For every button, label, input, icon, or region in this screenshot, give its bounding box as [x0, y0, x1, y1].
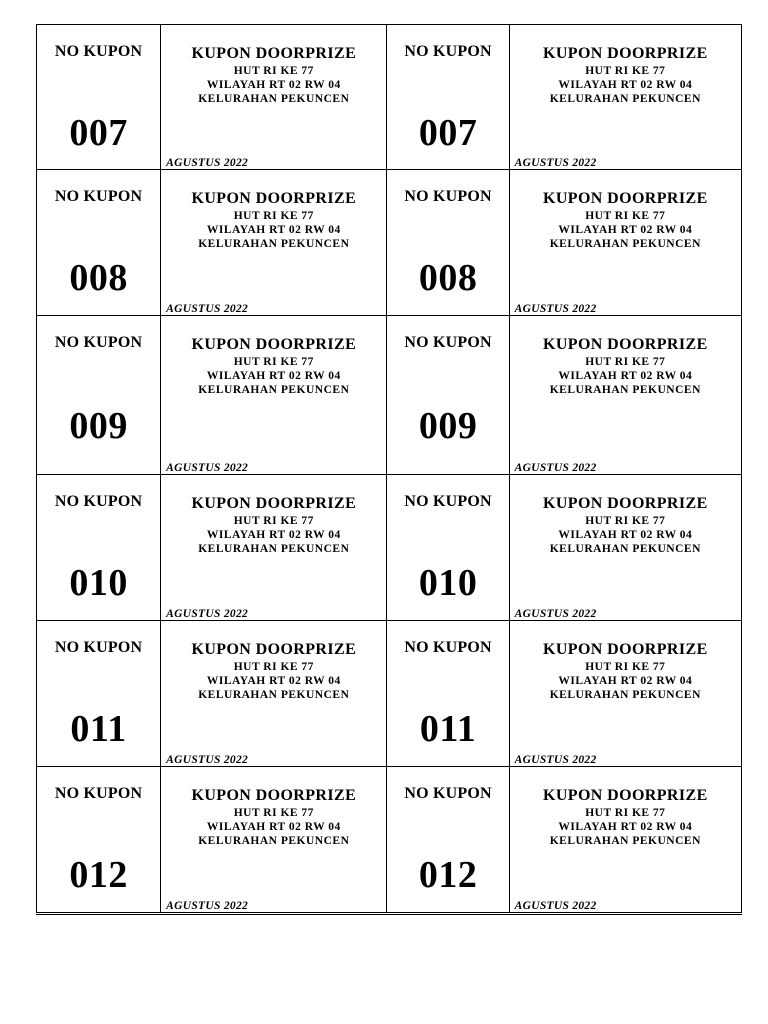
coupon-body: [509, 621, 741, 767]
coupon-no-label: NO KUPON: [404, 43, 492, 60]
coupon-no-label: NO KUPON: [54, 43, 143, 60]
coupon-stub: [37, 170, 161, 316]
coupon-area-line: WILAYAH RT 02 RW 04: [206, 529, 341, 541]
coupon-title: KUPON DOORPRIZE: [542, 641, 708, 658]
coupon-no-label: NO KUPON: [404, 493, 492, 510]
coupon-district-line: KELURAHAN PEKUNCEN: [198, 93, 350, 105]
coupon-stub: [387, 25, 509, 170]
coupon-area-line: WILAYAH RT 02 RW 04: [206, 370, 341, 382]
coupon-row: [37, 767, 742, 914]
coupon-no-label: NO KUPON: [404, 334, 492, 351]
coupon-district-line: KELURAHAN PEKUNCEN: [198, 384, 350, 396]
coupon-body: [509, 170, 741, 316]
coupon-date: AGUSTUS 2022: [514, 608, 597, 620]
coupon-number: 008: [418, 257, 478, 299]
coupon-date: AGUSTUS 2022: [166, 608, 249, 620]
coupon-area-line: WILAYAH RT 02 RW 04: [558, 370, 693, 382]
coupon-stub: [387, 767, 509, 914]
coupon-event-line: HUT RI KE 77: [233, 807, 314, 819]
coupon-area-line: WILAYAH RT 02 RW 04: [206, 224, 341, 236]
coupon-body: [161, 621, 387, 767]
coupon-area-line: WILAYAH RT 02 RW 04: [558, 224, 693, 236]
coupon-title: KUPON DOORPRIZE: [542, 495, 708, 512]
coupon-row: [37, 621, 742, 767]
coupon-body: [161, 475, 387, 621]
coupon-date: AGUSTUS 2022: [514, 157, 597, 169]
coupon-body: [161, 316, 387, 475]
coupon-event-line: HUT RI KE 77: [233, 210, 314, 222]
coupon-date: AGUSTUS 2022: [166, 157, 249, 169]
coupon-event-line: HUT RI KE 77: [585, 356, 666, 368]
coupon-district-line: KELURAHAN PEKUNCEN: [549, 689, 701, 701]
coupon-no-label: NO KUPON: [54, 188, 143, 205]
coupon-no-label: NO KUPON: [54, 639, 143, 656]
coupon-row: [37, 25, 742, 170]
coupon-event-line: HUT RI KE 77: [585, 515, 666, 527]
coupon-no-label: NO KUPON: [54, 493, 143, 510]
coupon-body: [509, 475, 741, 621]
coupon-title: KUPON DOORPRIZE: [542, 336, 708, 353]
coupon-date: AGUSTUS 2022: [166, 303, 249, 315]
coupon-area-line: WILAYAH RT 02 RW 04: [558, 79, 693, 91]
coupon-body: [509, 316, 741, 475]
coupon-title: KUPON DOORPRIZE: [191, 336, 357, 353]
coupon-stub: [387, 170, 509, 316]
coupon-title: KUPON DOORPRIZE: [542, 45, 708, 62]
coupon-district-line: KELURAHAN PEKUNCEN: [198, 238, 350, 250]
coupon-event-line: HUT RI KE 77: [585, 210, 666, 222]
coupon-event-line: HUT RI KE 77: [233, 515, 314, 527]
coupon-area-line: WILAYAH RT 02 RW 04: [558, 529, 693, 541]
coupon-district-line: KELURAHAN PEKUNCEN: [549, 93, 701, 105]
coupon-number: 009: [418, 405, 478, 447]
coupon-stub: [37, 475, 161, 621]
coupon-stub: [37, 316, 161, 475]
coupon-date: AGUSTUS 2022: [514, 754, 597, 766]
coupon-stub: [387, 621, 509, 767]
coupon-number: 012: [69, 854, 128, 896]
coupon-no-label: NO KUPON: [404, 639, 492, 656]
coupon-title: KUPON DOORPRIZE: [191, 495, 357, 512]
coupon-body: [161, 170, 387, 316]
coupon-title: KUPON DOORPRIZE: [191, 787, 357, 804]
coupon-stub: [387, 475, 509, 621]
coupon-event-line: HUT RI KE 77: [585, 661, 666, 673]
coupon-title: KUPON DOORPRIZE: [191, 641, 357, 658]
coupon-number: 008: [69, 257, 128, 299]
coupon-district-line: KELURAHAN PEKUNCEN: [549, 835, 701, 847]
coupon-number: 011: [70, 708, 127, 750]
coupon-row: [37, 316, 742, 475]
coupon-stub: [37, 621, 161, 767]
coupon-row: [37, 475, 742, 621]
coupon-area-line: WILAYAH RT 02 RW 04: [558, 675, 693, 687]
coupon-row: [37, 170, 742, 316]
coupon-date: AGUSTUS 2022: [514, 303, 597, 315]
coupon-number: 011: [419, 708, 477, 750]
coupon-district-line: KELURAHAN PEKUNCEN: [198, 543, 350, 555]
coupon-date: AGUSTUS 2022: [166, 900, 249, 912]
coupon-number: 009: [69, 405, 128, 447]
coupon-area-line: WILAYAH RT 02 RW 04: [558, 821, 693, 833]
coupon-sheet: [36, 24, 742, 915]
coupon-district-line: KELURAHAN PEKUNCEN: [549, 238, 701, 250]
coupon-stub: [37, 767, 161, 914]
coupon-no-label: NO KUPON: [54, 334, 143, 351]
coupon-event-line: HUT RI KE 77: [585, 65, 666, 77]
coupon-area-line: WILAYAH RT 02 RW 04: [206, 821, 341, 833]
coupon-number: 007: [69, 112, 128, 154]
coupon-date: AGUSTUS 2022: [514, 900, 597, 912]
coupon-number: 010: [418, 562, 478, 604]
coupon-district-line: KELURAHAN PEKUNCEN: [549, 384, 701, 396]
coupon-sheet-body: [37, 25, 742, 914]
coupon-body: [161, 25, 387, 170]
coupon-title: KUPON DOORPRIZE: [191, 45, 357, 62]
coupon-event-line: HUT RI KE 77: [233, 65, 314, 77]
coupon-district-line: KELURAHAN PEKUNCEN: [198, 835, 350, 847]
coupon-stub: [387, 316, 509, 475]
coupon-title: KUPON DOORPRIZE: [542, 190, 708, 207]
coupon-stub: [37, 25, 161, 170]
coupon-no-label: NO KUPON: [54, 785, 143, 802]
coupon-number: 012: [418, 854, 478, 896]
coupon-no-label: NO KUPON: [404, 785, 492, 802]
coupon-title: KUPON DOORPRIZE: [542, 787, 708, 804]
coupon-district-line: KELURAHAN PEKUNCEN: [198, 689, 350, 701]
coupon-date: AGUSTUS 2022: [166, 462, 249, 474]
coupon-body: [509, 767, 741, 914]
coupon-body: [509, 25, 741, 170]
coupon-area-line: WILAYAH RT 02 RW 04: [206, 675, 341, 687]
coupon-number: 010: [69, 562, 128, 604]
coupon-body: [161, 767, 387, 914]
coupon-area-line: WILAYAH RT 02 RW 04: [206, 79, 341, 91]
coupon-event-line: HUT RI KE 77: [233, 356, 314, 368]
coupon-number: 007: [418, 112, 478, 154]
coupon-date: AGUSTUS 2022: [166, 754, 249, 766]
coupon-district-line: KELURAHAN PEKUNCEN: [549, 543, 701, 555]
coupon-no-label: NO KUPON: [404, 188, 492, 205]
coupon-event-line: HUT RI KE 77: [233, 661, 314, 673]
coupon-event-line: HUT RI KE 77: [585, 807, 666, 819]
coupon-date: AGUSTUS 2022: [514, 462, 597, 474]
coupon-title: KUPON DOORPRIZE: [191, 190, 357, 207]
